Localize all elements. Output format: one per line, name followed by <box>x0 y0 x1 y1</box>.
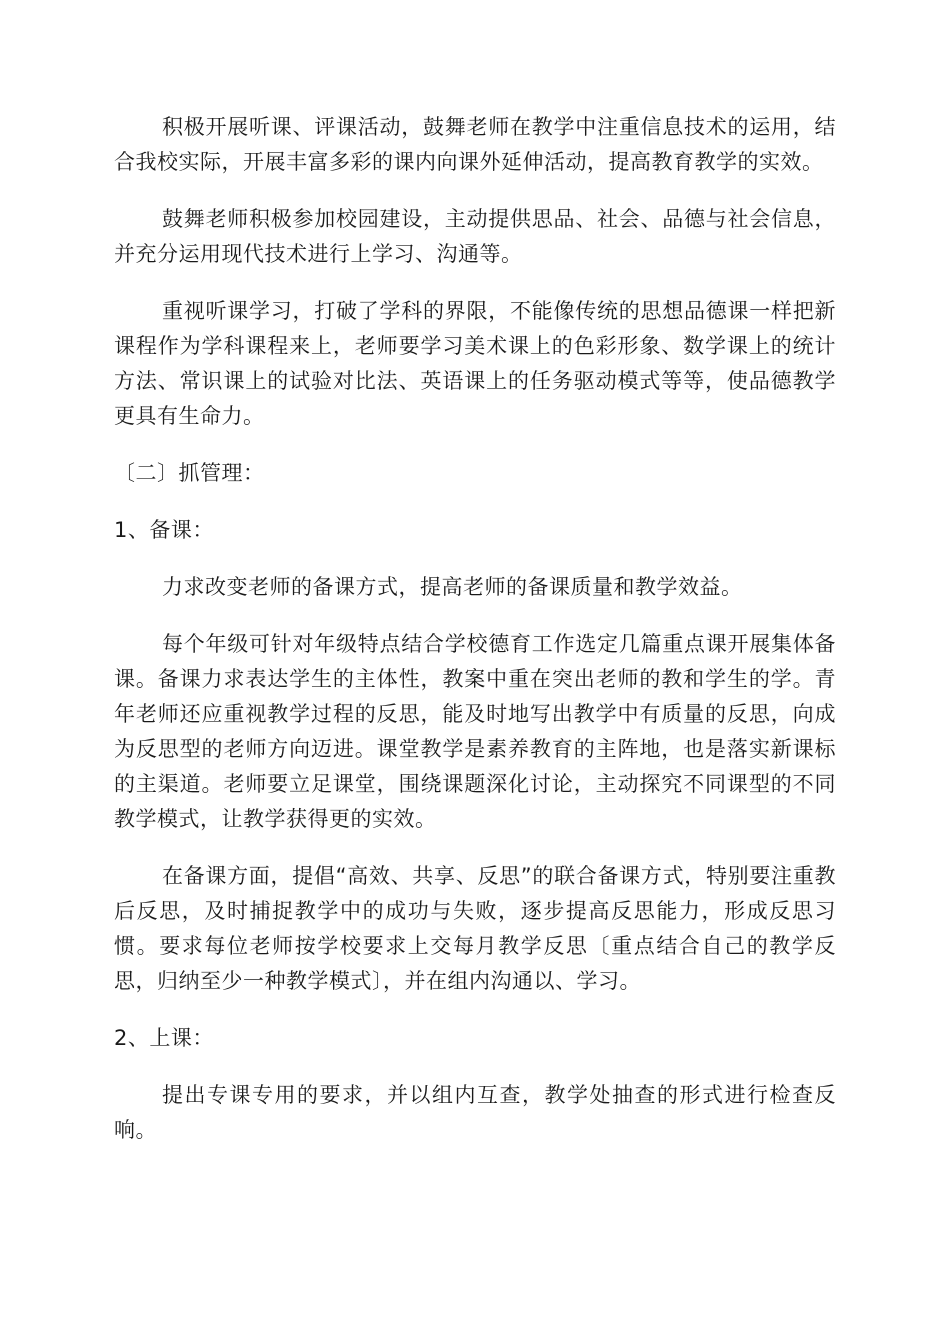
subheading-teaching: 2、上课： <box>114 1026 214 1050</box>
subheading-lesson-prep: 1、备课： <box>114 518 214 542</box>
document-page <box>114 110 836 1170</box>
paragraph-prep-method: 力求改变老师的备课方式，提高老师的备课质量和教学效益。 <box>162 575 743 599</box>
paragraph-campus-building: 鼓舞老师积极参加校园建设，主动提供思品、社会、品德与社会信息，并充分运用现代技术进行上学习、沟通等。 <box>114 207 836 266</box>
paragraph-collective-prep: 每个年级可针对年级特点结合学校德育工作选定几篇重点课开展集体备课。备课力求表达学生的主体性，教案中重在突出老师的教和学生的学。青年老师还应重视教学过程的反思，能及时地写出教学中有质量的反思，向成为反思型的老师方向迈进。课堂教学是素养教育的主阵地，也是落实新课标的主渠道。老师要立足课堂，围绕课题深化讨论，主动探究不同课型的不同教学模式，让教学获得更的实效。 <box>114 632 836 831</box>
paragraph-teaching-check: 提出专课专用的要求，并以组内互查，教学处抽查的形式进行检查反响。 <box>114 1083 836 1142</box>
section-heading-management: 〔二〕抓管理： <box>114 461 265 485</box>
paragraph-cross-subject-learning: 重视听课学习，打破了学科的界限，不能像传统的思想品德课一样把新课程作为学科课程来上，老师要学习美术课上的色彩形象、数学课上的统计方法、常识课上的试验对比法、英语课上的任务驱动模式等等，使品德教学更具有生命力。 <box>114 299 836 428</box>
paragraph-listening-activities: 积极开展听课、评课活动，鼓舞老师在教学中注重信息技术的运用，结合我校实际，开展丰富多彩的课内向课外延伸活动，提高教育教学的实效。 <box>114 115 836 174</box>
paragraph-reflection: 在备课方面，提倡“高效、共享、反思”的联合备课方式，特别要注重教后反思，及时捕捉教学中的成功与失败，逐步提高反思能力，形成反思习惯。要求每位老师按学校要求上交每月教学反思〔重点结合自己的教学反思，归纳至少一种教学模式〕，并在组内沟通以、学习。 <box>114 864 836 993</box>
